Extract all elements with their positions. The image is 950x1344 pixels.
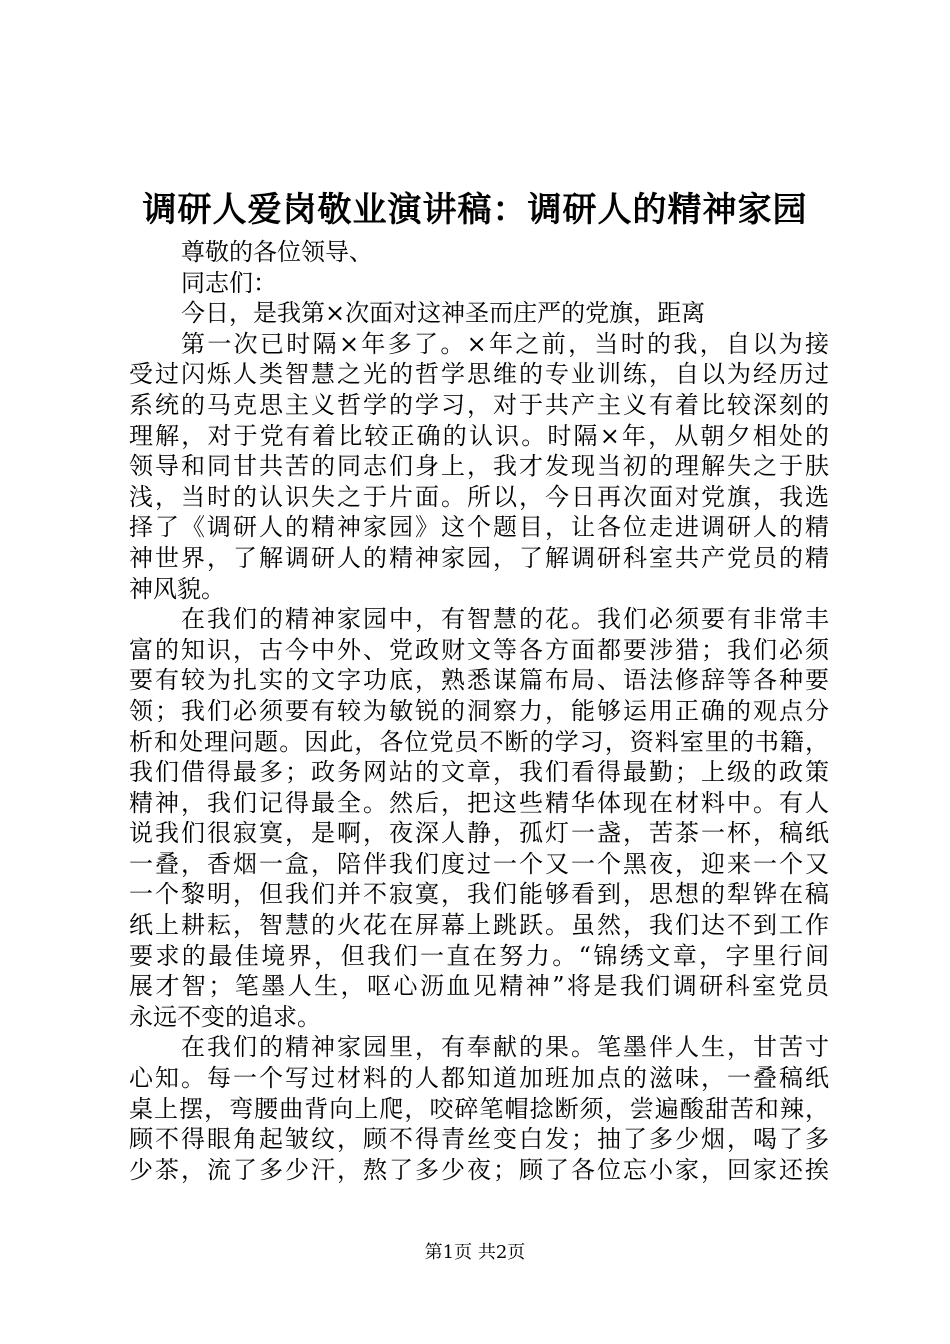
paragraph-line: 永远不变的追求。 — [129, 1002, 321, 1031]
paragraph-line: 第一次已时隔×年多了。×年之前，当时的我，自以为接 — [181, 329, 829, 358]
paragraph-line: 桌上摆，弯腰曲背向上爬，咬碎笔帽捻断须，尝遍酸甜苦和辣， — [129, 1094, 829, 1123]
paragraph-line: 一叠，香烟一盒，陪伴我们度过一个又一个黑夜，迎来一个又 — [129, 849, 829, 878]
paragraph-line: 择了《调研人的精神家园》这个题目，让各位走进调研人的精 — [129, 513, 829, 542]
document-body — [129, 237, 829, 1185]
paragraph-line: 在我们的精神家园里，有奉献的果。笔墨伴人生，甘苦寸 — [181, 1033, 829, 1062]
paragraph-line: 顾不得眼角起皱纹，顾不得青丝变白发；抽了多少烟，喝了多 — [129, 1125, 829, 1154]
document-title: 调研人爱岗敬业演讲稿：调研人的精神家园 — [142, 190, 808, 230]
paragraph-line: 精神，我们记得最全。然后，把这些精华体现在材料中。有人 — [129, 788, 829, 817]
paragraph-line: 理解，对于党有着比较正确的认识。时隔×年，从朝夕相处的 — [129, 421, 829, 450]
paragraph-line: 析和处理问题。因此，各位党员不断的学习，资料室里的书籍， — [129, 727, 829, 756]
paragraph-line: 富的知识，古今中外、党政财文等各方面都要涉猎；我们必须 — [129, 635, 829, 664]
paragraph-line: 心知。每一个写过材料的人都知道加班加点的滋味，一叠稿纸 — [129, 1064, 829, 1093]
paragraph-line: 我们借得最多；政务网站的文章，我们看得最勤；上级的政策 — [129, 758, 829, 787]
page-footer: 第1页 共2页 — [424, 1242, 526, 1263]
paragraph-line: 要有较为扎实的文字功底，熟悉谋篇布局、语法修辞等各种要 — [129, 666, 829, 695]
paragraph-line: 神世界，了解调研人的精神家园，了解调研科室共产党员的精 — [129, 543, 829, 572]
paragraph-line: 纸上耕耘，智慧的火花在屏幕上跳跃。虽然，我们达不到工作 — [129, 911, 829, 940]
greeting-line: 同志们： — [181, 268, 277, 297]
greeting-line: 尊敬的各位领导、 — [181, 238, 373, 266]
paragraph-line: 领导和同甘共苦的同志们身上，我才发现当初的理解失之于肤 — [129, 452, 829, 481]
paragraph-line: 在我们的精神家园中，有智慧的花。我们必须要有非常丰 — [181, 605, 829, 634]
paragraph-line: 少茶，流了多少汗，熬了多少夜；顾了各位忘小家，回家还挨 — [129, 1155, 829, 1184]
paragraph-line: 受过闪烁人类智慧之光的哲学思维的专业训练，自以为经历过 — [129, 360, 829, 389]
paragraph-line: 神风貌。 — [129, 574, 225, 603]
greeting-line: 今日，是我第×次面对这神圣而庄严的党旗，距离 — [181, 299, 706, 328]
paragraph-line: 浅，当时的认识失之于片面。所以，今日再次面对党旗，我选 — [129, 482, 829, 511]
paragraph-line: 一个黎明，但我们并不寂寞，我们能够看到，思想的犁铧在稿 — [129, 880, 829, 909]
paragraph-line: 要求的最佳境界，但我们一直在努力。“锦绣文章，字里行间 — [129, 941, 829, 970]
paragraph-line: 展才智；笔墨人生，呕心沥血见精神”将是我们调研科室党员 — [129, 972, 829, 1001]
paragraph-line: 领；我们必须要有较为敏锐的洞察力，能够运用正确的观点分 — [129, 696, 829, 725]
paragraph-line: 说我们很寂寞，是啊，夜深人静，孤灯一盏，苦茶一杯，稿纸 — [129, 819, 829, 848]
paragraph-line: 系统的马克思主义哲学的学习，对于共产主义有着比较深刻的 — [129, 390, 829, 419]
